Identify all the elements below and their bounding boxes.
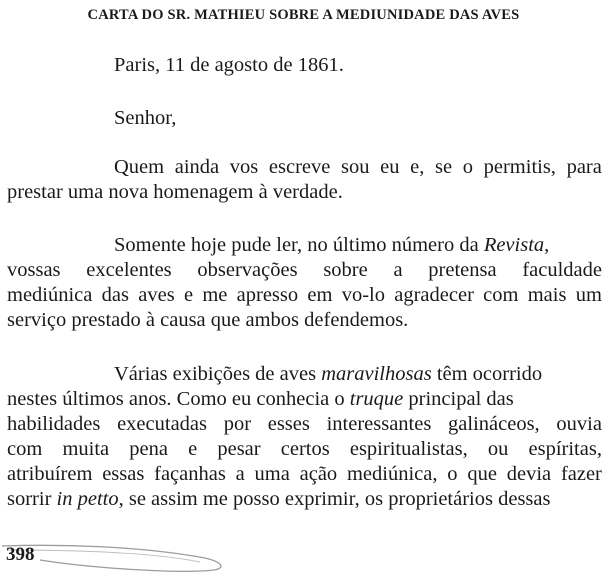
italic-maravilhosas: maravilhosas [321, 363, 432, 385]
paragraph-1-line-2: prestar uma nova homenagem à verdade. [7, 181, 343, 203]
running-header: CARTA DO SR. MATHIEU SOBRE A MEDIUNIDADE DAS AVES [87, 7, 520, 23]
paragraph-3-line-2: nestes últimos anos. Como eu conhecia o truque principal das [7, 388, 514, 410]
page-swoosh-ornament [0, 538, 240, 576]
italic-truque: truque [349, 388, 404, 410]
paragraph-2 [7, 233, 602, 333]
paragraph-2-line-4: serviço prestado à causa que ambos defendemos. [7, 309, 409, 331]
paragraph-3 [7, 362, 602, 512]
paragraph-3-line-3: habilidades executadas por esses interessantes galináceos, ouvia [7, 413, 602, 435]
paragraph-2-line-3: mediúnica das aves e me apresso em vo-lo agradecer com mais um [7, 284, 602, 306]
letter-dateline: Paris, 11 de agosto de 1861. [114, 54, 344, 76]
paragraph-3-line-1: Várias exibições de aves maravilhosas têm ocorrido [114, 363, 543, 385]
italic-revista: Revista [483, 234, 545, 256]
paragraph-1-line-1: Quem ainda vos escreve sou eu e, se o permitis, para [114, 156, 602, 178]
paragraph-3-line-4: com muita pena e pesar certos espiritualistas, ou espíritas, [7, 438, 602, 460]
letter-salutation: Senhor, [114, 107, 177, 129]
paragraph-2-line-2: vossas excelentes observações sobre a pretensa faculdade [7, 259, 602, 281]
paragraph-3-line-6: sorrir in petto , se assim me posso exprimir, os proprietários dessas [7, 488, 551, 510]
italic-in-petto: in petto [56, 488, 119, 510]
paragraph-2-line-1: Somente hoje pude ler, no último número da Revista , [114, 234, 550, 256]
paragraph-1 [7, 155, 602, 205]
paragraph-3-line-5: atribuírem essas façanhas a uma ação mediúnica, o que devia fazer [7, 463, 602, 485]
page-number: 398 [6, 544, 35, 565]
